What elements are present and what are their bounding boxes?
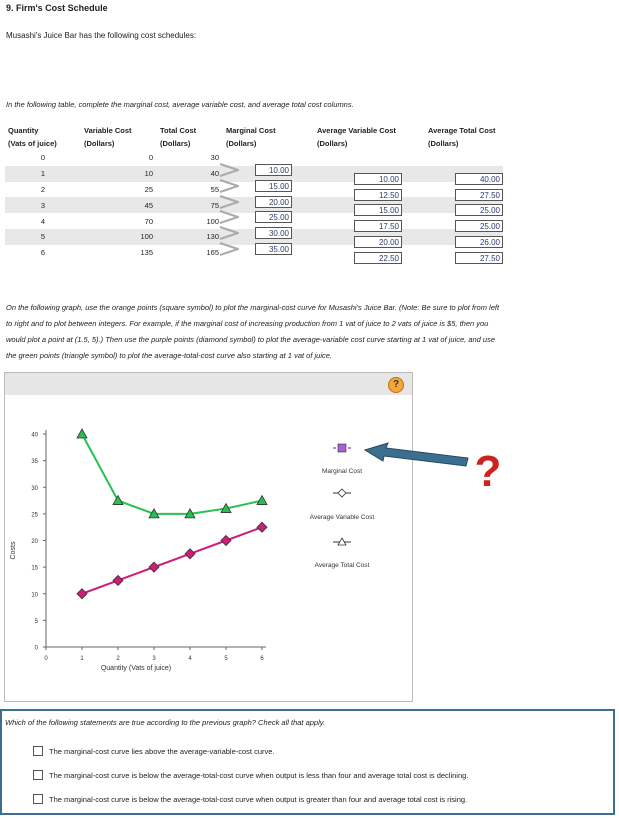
- atc-input[interactable]: 25.00: [455, 220, 503, 232]
- page-subtitle: Musashi's Juice Bar has the following cost schedules:: [6, 31, 197, 40]
- atc-point: [113, 496, 123, 505]
- y-tick-label: 15: [31, 565, 38, 572]
- atc-point: [257, 496, 267, 505]
- x-tick-label: 1: [80, 656, 84, 662]
- y-tick-label: 10: [31, 592, 38, 599]
- cell-quantity: 1: [5, 166, 81, 182]
- mc-input[interactable]: 10.00: [255, 164, 292, 176]
- graph-instruction-line1: On the following graph, use the orange points (square symbol) to plot the marginal-cost curve for Musashi's Juice Bar. (Note: Be sure to plot from left: [6, 303, 500, 312]
- cell-total-cost: 55: [157, 182, 223, 198]
- mc-input[interactable]: 30.00: [255, 227, 292, 239]
- header-atc-unit: (Dollars): [428, 138, 459, 148]
- header-mc: Marginal Cost: [226, 125, 276, 135]
- avc-curve: [82, 527, 262, 594]
- help-icon[interactable]: ?: [388, 377, 404, 393]
- graph-instruction-line3: would plot a point at (1.5, 5).) Then use the purple points (diamond symbol) to plot the average-variable cost curve starting at 1 vat of juice, and use: [6, 335, 496, 344]
- y-tick-label: 0: [34, 645, 38, 652]
- mc-input[interactable]: 20.00: [255, 196, 292, 208]
- cell-quantity: 2: [5, 182, 81, 198]
- avc-point: [221, 536, 231, 546]
- header-avc-unit: (Dollars): [317, 138, 348, 148]
- table-instruction: In the following table, complete the marginal cost, average variable cost, and average total cost columns.: [6, 100, 354, 109]
- avc-point: [113, 575, 123, 585]
- legend-label: Average Total Cost: [314, 562, 370, 569]
- option-1[interactable]: [33, 746, 275, 756]
- option-3-label: The marginal-cost curve is below the average-total-cost curve when output is greater than four and average total cost is rising.: [49, 794, 468, 804]
- x-tick-label: 5: [224, 656, 228, 662]
- header-avc: Average Variable Cost: [317, 125, 396, 135]
- graph-instruction-line4: the green points (triangle symbol) to plot the average-total-cost curve also starting at 1 vat of juice.: [6, 351, 333, 360]
- y-tick-label: 40: [31, 432, 38, 439]
- cell-variable-cost: 135: [81, 245, 157, 261]
- header-quantity-unit: (Vats of juice): [8, 138, 57, 148]
- mc-input[interactable]: 35.00: [255, 243, 292, 255]
- cell-variable-cost: 100: [81, 229, 157, 245]
- legend-label: Marginal Cost: [321, 468, 363, 475]
- avc-point: [77, 589, 87, 599]
- header-quantity: Quantity: [8, 125, 39, 135]
- cell-quantity: 6: [5, 245, 81, 261]
- cell-variable-cost: 0: [81, 150, 157, 166]
- x-tick-label: 4: [188, 656, 192, 662]
- mc-input[interactable]: 25.00: [255, 211, 292, 223]
- cell-total-cost: 100: [157, 213, 223, 229]
- question-mark-icon: ?: [474, 447, 502, 496]
- option-3[interactable]: [33, 794, 467, 804]
- cell-variable-cost: 45: [81, 197, 157, 213]
- x-tick-label: 0: [44, 656, 48, 662]
- header-mc-unit: (Dollars): [226, 138, 257, 148]
- option-2[interactable]: [33, 770, 468, 780]
- atc-curve: [82, 434, 262, 514]
- avc-input[interactable]: 12.50: [354, 189, 402, 201]
- x-tick-label: 3: [152, 656, 156, 662]
- x-tick-label: 6: [260, 656, 264, 662]
- y-tick-label: 20: [31, 539, 38, 545]
- atc-input[interactable]: 27.50: [455, 252, 503, 264]
- avc-point: [185, 549, 195, 559]
- atc-input[interactable]: 26.00: [455, 236, 503, 248]
- option-1-checkbox[interactable]: [33, 746, 43, 756]
- cell-total-cost: 75: [157, 197, 223, 213]
- pointer-arrow-icon: [365, 443, 468, 466]
- avc-input[interactable]: 15.00: [354, 204, 402, 216]
- question-prompt: Which of the following statements are true according to the previous graph? Check all that apply.: [5, 718, 326, 727]
- x-tick-label: 2: [116, 656, 120, 662]
- avc-input[interactable]: 20.00: [354, 236, 402, 248]
- atc-input[interactable]: 25.00: [455, 204, 503, 216]
- cell-total-cost: 130: [157, 229, 223, 245]
- cell-total-cost: 165: [157, 245, 223, 261]
- option-1-label: The marginal-cost curve lies above the average-variable-cost curve.: [49, 746, 275, 756]
- legend-label: Average Variable Cost: [309, 514, 375, 521]
- cell-variable-cost: 25: [81, 182, 157, 198]
- cell-total-cost: 30: [157, 150, 223, 166]
- y-tick-label: 30: [31, 485, 38, 492]
- cell-quantity: 3: [5, 197, 81, 213]
- cell-quantity: 5: [5, 229, 81, 245]
- cell-quantity: 4: [5, 213, 81, 229]
- cell-total-cost: 40: [157, 166, 223, 182]
- option-3-checkbox[interactable]: [33, 794, 43, 804]
- option-2-checkbox[interactable]: [33, 770, 43, 780]
- cell-variable-cost: 10: [81, 166, 157, 182]
- page-title: 9. Firm's Cost Schedule: [6, 3, 108, 13]
- header-vc-unit: (Dollars): [84, 138, 115, 148]
- y-tick-label: 5: [34, 618, 38, 625]
- header-tc: Total Cost: [160, 125, 197, 135]
- x-axis-label: Quantity (Vats of juice): [100, 665, 172, 672]
- avc-input[interactable]: 10.00: [354, 173, 402, 185]
- atc-input[interactable]: 40.00: [455, 173, 503, 185]
- graph-instruction-line2: to right and to plot between integers. For example, if the marginal cost of increasing production from 1 vat of juice to 2 vats of juice is $5, then you: [6, 319, 489, 328]
- header-vc: Variable Cost: [84, 125, 132, 135]
- avc-point: [149, 562, 159, 572]
- option-2-label: The marginal-cost curve is below the average-total-cost curve when output is less than four and average total cost is declining.: [49, 770, 469, 780]
- avc-input[interactable]: 22.50: [354, 252, 402, 264]
- cell-quantity: 0: [5, 150, 81, 166]
- y-tick-label: 25: [31, 512, 38, 519]
- legend-avc-symbol: [338, 489, 346, 497]
- avc-point: [257, 522, 267, 532]
- cell-variable-cost: 70: [81, 213, 157, 229]
- legend-mc-symbol: [338, 444, 346, 452]
- y-tick-label: 35: [31, 459, 38, 466]
- header-atc: Average Total Cost: [428, 125, 496, 135]
- mc-input[interactable]: 15.00: [255, 180, 292, 192]
- atc-input[interactable]: 27.50: [455, 189, 503, 201]
- header-tc-unit: (Dollars): [160, 138, 191, 148]
- atc-point: [77, 429, 87, 438]
- y-axis-label: Costs: [10, 541, 17, 560]
- avc-input[interactable]: 17.50: [354, 220, 402, 232]
